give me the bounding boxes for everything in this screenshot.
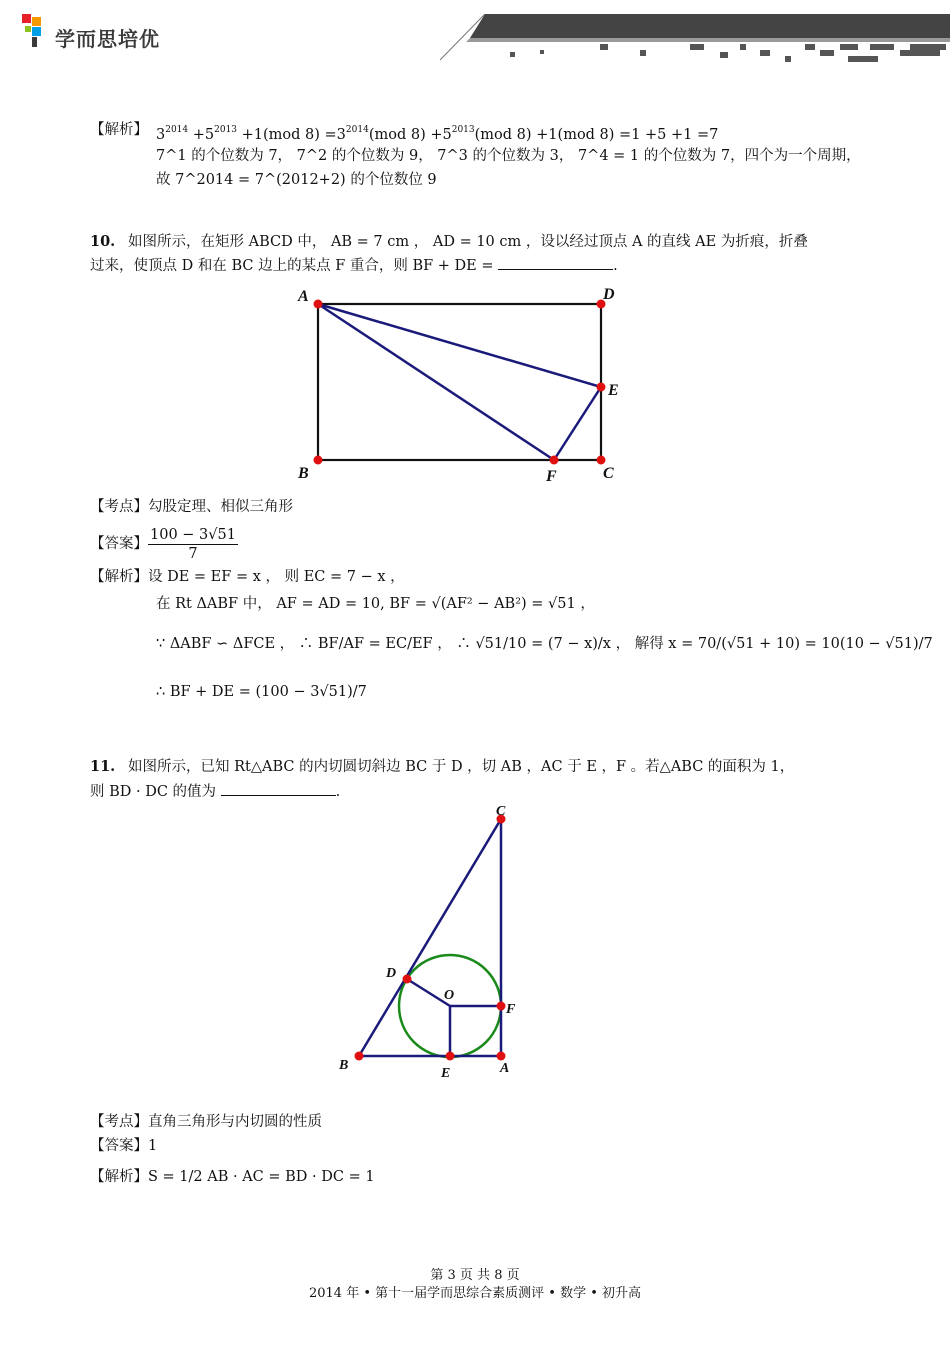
label-a: A: [500, 1061, 510, 1076]
header-band-light: [466, 38, 950, 42]
segment-ae: [318, 304, 601, 387]
logo-text: 学而思培优: [55, 27, 160, 51]
q10-text-line1: 如图所示，在矩形 ABCD 中， AB = 7 cm ， AD = 10 cm ，设以经过顶点 A 的直线 AE 为折痕，折叠: [128, 234, 808, 250]
label-b: B: [339, 1058, 349, 1073]
label-d: D: [603, 286, 615, 303]
q9-solution-line2: 7^1 的个位数为 7， 7^2 的个位数为 9， 7^3 的个位数为 3， 7^4 = 1 的个位数为 7，四个为一个周期，: [156, 148, 861, 164]
q11-solution: [90, 1167, 375, 1187]
label-e: E: [441, 1066, 451, 1081]
q10-kaodian: [90, 497, 293, 517]
logo-block-dark: [32, 37, 37, 47]
logo-block-blue: [32, 27, 41, 36]
label-o: O: [444, 988, 455, 1003]
point-b: [355, 1052, 364, 1061]
label-f: F: [546, 468, 557, 485]
label-e: E: [608, 382, 619, 399]
point-f: [497, 1002, 506, 1011]
q9-solution-line1: [156, 120, 718, 145]
q11-kaodian: [90, 1112, 322, 1132]
rect-abcd: [318, 304, 601, 460]
q10-answer-blank: [498, 255, 613, 270]
q10-kaodian-text: 勾股定理、相似三角形: [148, 499, 293, 515]
label-c: C: [603, 465, 614, 482]
q10-solution-line2: 在 Rt ΔABF 中， AF = AD = 10, BF = √(AF² − AB²) = √51 ，: [156, 596, 595, 612]
point-a: [314, 300, 323, 309]
point-e: [446, 1052, 455, 1061]
q9-solution-line3: 故 7^2014 = 7^(2012+2) 的个位数位 9: [156, 172, 437, 188]
logo-block-red: [22, 14, 31, 23]
q11-text2-end: .: [335, 784, 341, 800]
q11-solution-label: 【解析】: [90, 1169, 148, 1185]
q10-solution-line1: [90, 567, 405, 587]
q10-answer-denominator: 7: [188, 545, 198, 562]
header-decoration: [440, 12, 950, 70]
point-b: [314, 456, 323, 465]
point-e: [597, 383, 606, 392]
q10-answer-label: 【答案】: [90, 536, 148, 552]
footer-title: 2014 年 • 第十一届学而思综合素质测评 • 数学 • 初升高: [308, 1286, 641, 1301]
label-f: F: [506, 1002, 516, 1017]
point-d: [403, 975, 412, 984]
q9-solution-label: 【解析】: [90, 122, 148, 138]
segment-af: [318, 304, 554, 460]
point-f: [550, 456, 559, 465]
q10-text2: 过来，使顶点 D 和在 BC 边上的某点 F 重合，则 BF + DE =: [90, 258, 494, 274]
q11-answer: [90, 1136, 157, 1156]
q10-text-line2: [90, 255, 618, 276]
q11-answer-label: 【答案】: [90, 1138, 148, 1154]
q10-sol1: 设 DE = EF = x ， 则 EC = 7 − x ，: [148, 569, 405, 585]
label-b: B: [298, 465, 309, 482]
q11-text-line2: [90, 781, 340, 802]
q11-number: 11.: [90, 758, 116, 775]
point-a: [497, 1052, 506, 1061]
q10-text2-end: .: [613, 258, 618, 274]
q11-answer-value: 1: [148, 1138, 158, 1154]
q10-solution-line3: ∵ ΔABF ∽ ΔFCE ， ∴ BF/AF = EC/EF ， ∴ √51/10 = (7 − x)/x ， 解得 x = 70/(√51 + 10) = 10(10 − √51)/7: [156, 636, 933, 652]
header-band-dark: [470, 14, 950, 38]
logo-block-orange: [32, 17, 41, 26]
label-c: C: [496, 805, 506, 819]
segment-fe: [554, 387, 601, 460]
q10-number: 10.: [90, 233, 116, 250]
page-header: [0, 0, 950, 70]
q9-line1-render: $3^{2014} +5^{2013} +1(mod$ $8) =3^{2014}(mod$ $8) +5^{2013}(mod$ 8) +1(mod 8) =1 +5 +1 =7: [156, 125, 719, 143]
q11-kaodian-text: 直角三角形与内切圆的性质: [148, 1114, 322, 1130]
q11-text-line1: 如图所示，已知 Rt△ABC 的内切圆切斜边 BC 于 D ，切 AB ，AC 于 E ，F 。若△ABC 的面积为 1，: [128, 759, 795, 775]
label-d: D: [386, 966, 397, 981]
q11-kaodian-label: 【考点】: [90, 1114, 148, 1130]
q10-solution-label: 【解析】: [90, 569, 148, 585]
q11-figure: [330, 805, 530, 1085]
logo-block-green: [25, 26, 31, 32]
q11-answer-blank: [221, 781, 336, 796]
q10-solution-line4: ∴ BF + DE = (100 − 3√51)/7: [156, 684, 367, 700]
q10-answer-fraction: [148, 526, 238, 563]
point-c: [597, 456, 606, 465]
side-bc: [359, 819, 501, 1056]
q11-sol1: S = 1/2 AB · AC = BD · DC = 1: [148, 1169, 375, 1185]
footer-page-number: 第 3 页 共 8 页: [430, 1268, 520, 1283]
brand-blocks-icon: [22, 14, 52, 48]
q10-kaodian-label: 【考点】: [90, 499, 148, 515]
q10-answer-numerator: 100 − 3√51: [150, 526, 236, 543]
q10-figure: [290, 285, 630, 485]
label-a: A: [298, 288, 309, 305]
q10-answer: [90, 522, 238, 566]
q11-text2: 则 BD · DC 的值为: [90, 784, 217, 800]
